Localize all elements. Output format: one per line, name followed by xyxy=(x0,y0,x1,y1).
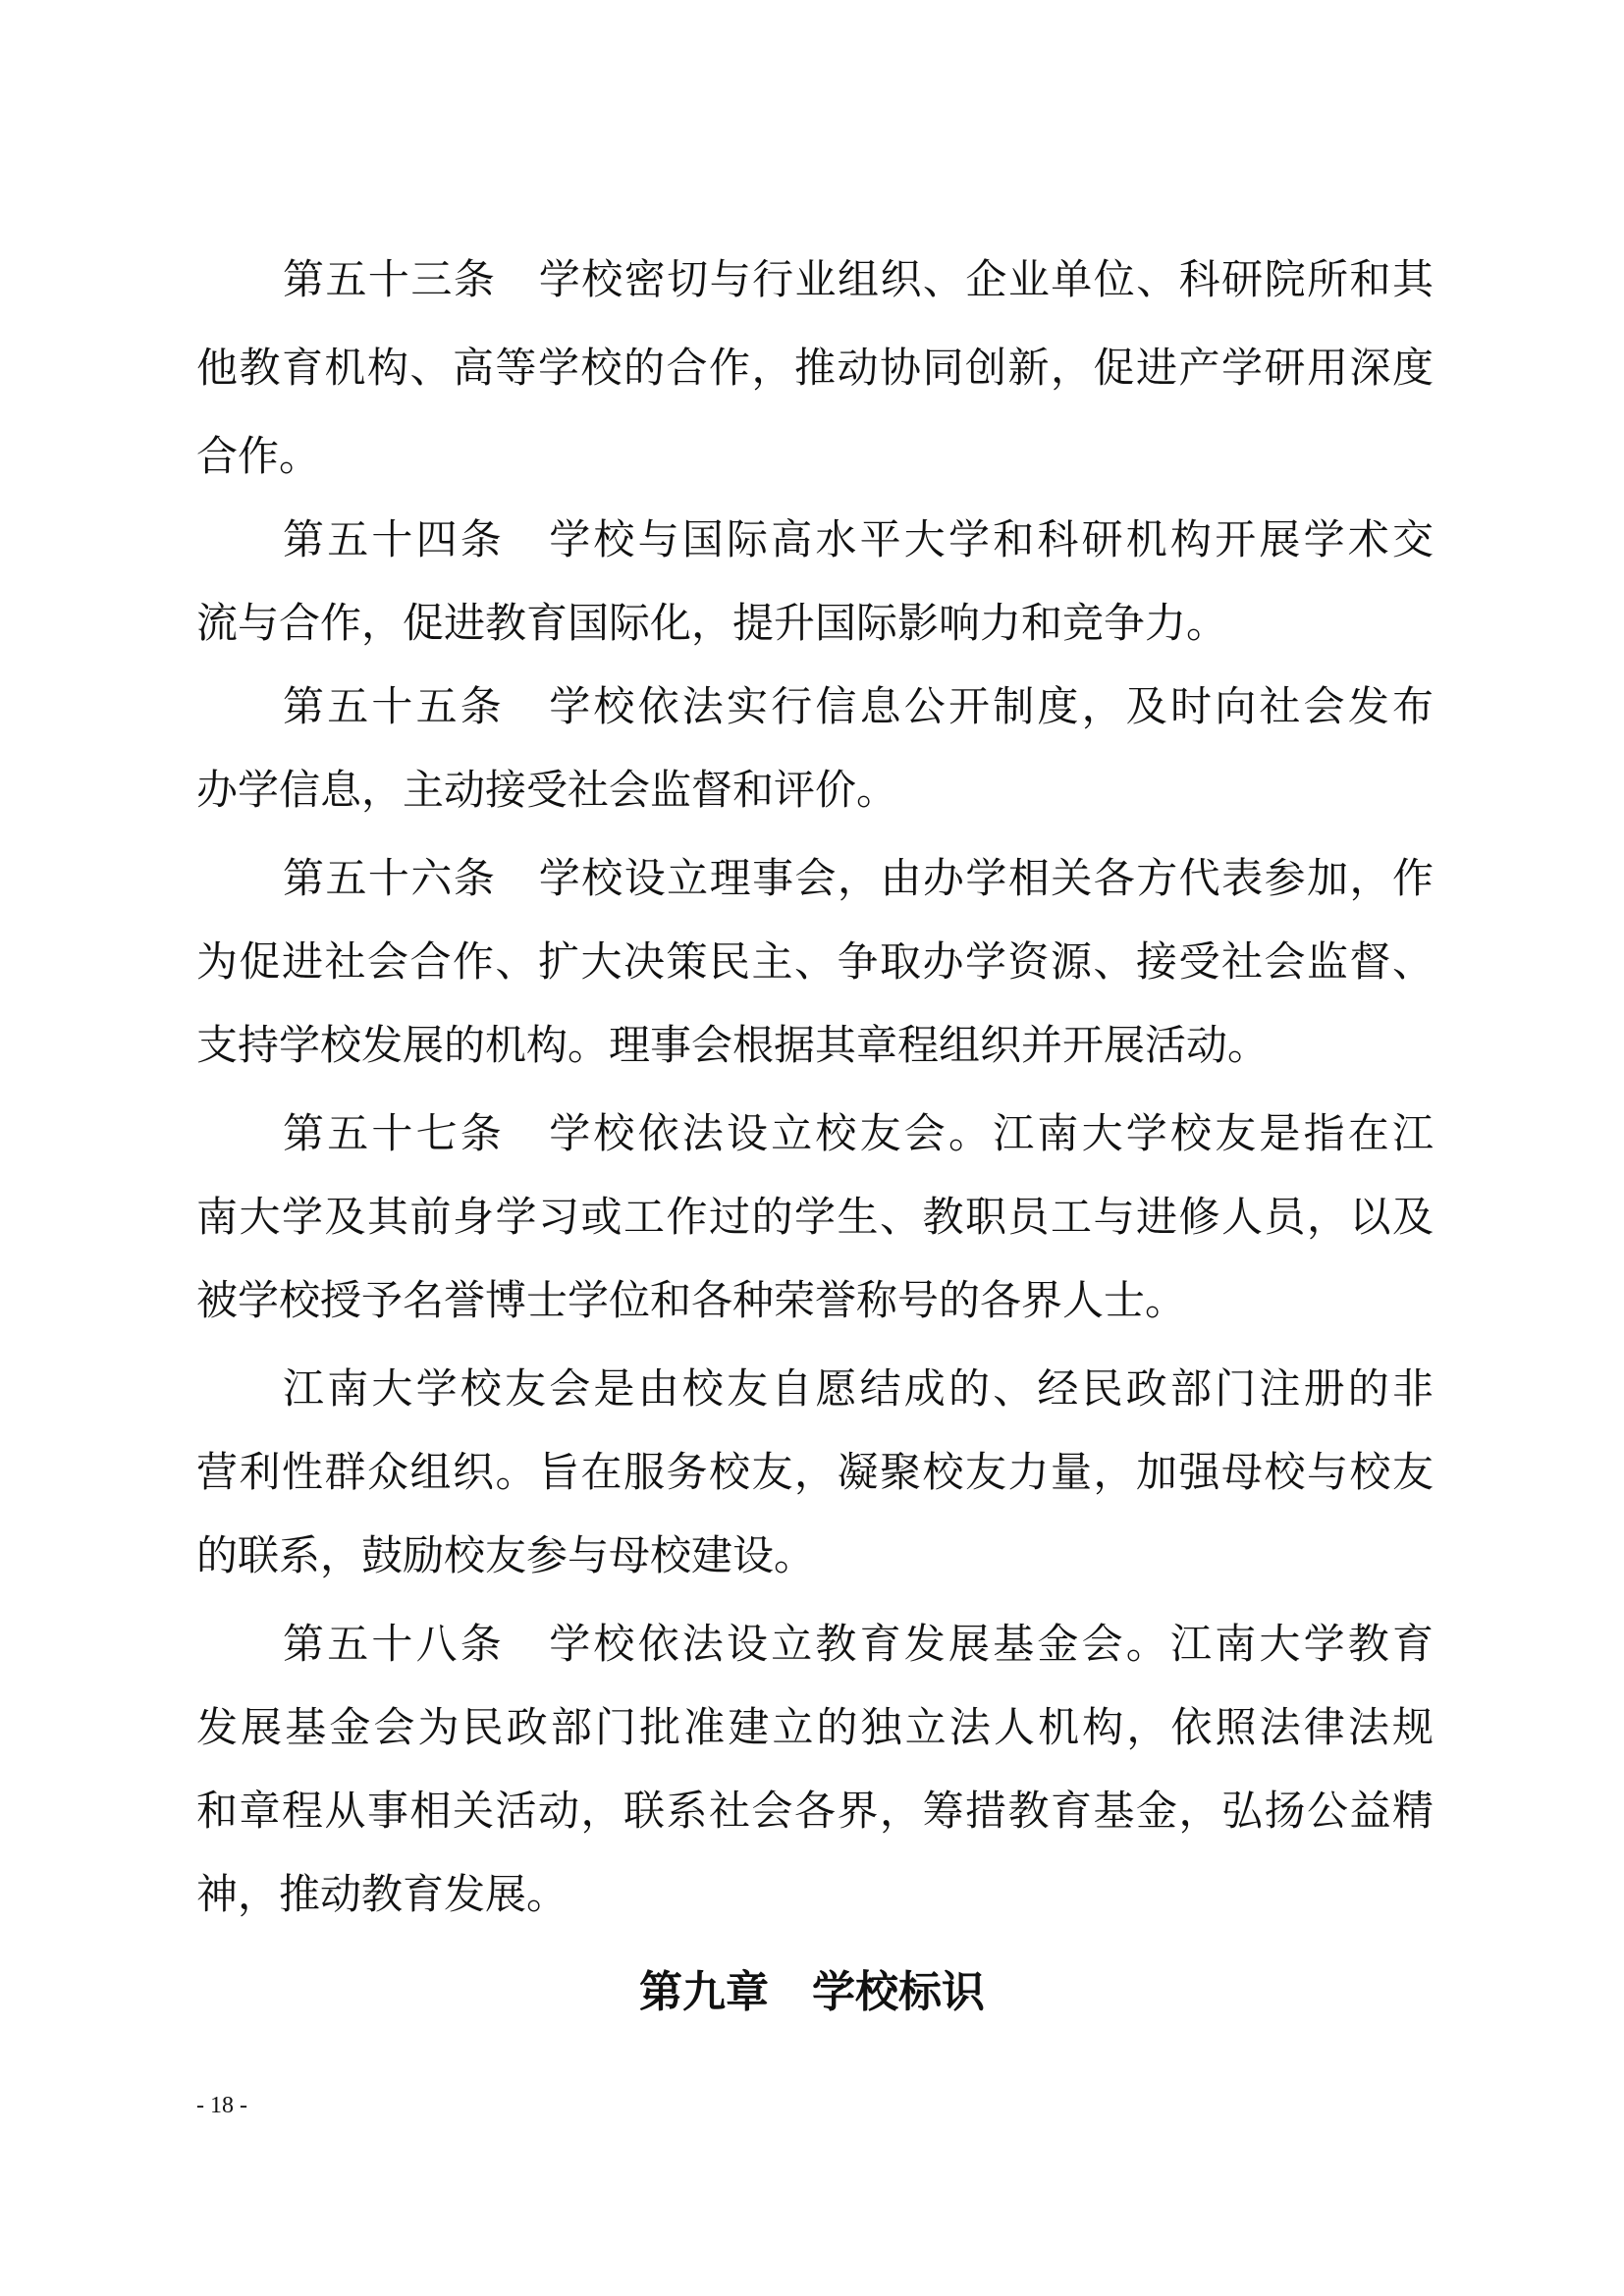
paragraph-line: 流与合作，促进教育国际化，提升国际影响力和竞争力。 xyxy=(196,599,1228,647)
paragraph-line: 第五十三条 学校密切与行业组织、企业单位、科研院所和其 xyxy=(283,255,1434,303)
chapter-number: 第九章 xyxy=(639,1967,769,2017)
paragraph-line: 第五十五条 学校依法实行信息公开制度，及时向社会发布 xyxy=(283,682,1434,730)
paragraph-line: 第五十四条 学校与国际高水平大学和科研机构开展学术交 xyxy=(283,515,1434,563)
paragraph-line: 南大学及其前身学习或工作过的学生、教职员工与进修人员，以及 xyxy=(196,1193,1434,1241)
chapter-heading xyxy=(0,1958,1624,2027)
paragraph-line: 营利性群众组织。旨在服务校友，凝聚校友力量，加强母校与校友 xyxy=(196,1448,1434,1496)
paragraph-line: 为促进社会合作、扩大决策民主、争取办学资源、接受社会监督、 xyxy=(196,937,1434,986)
paragraph-line: 第五十八条 学校依法设立教育发展基金会。江南大学教育 xyxy=(283,1620,1434,1668)
paragraph-line: 办学信息，主动接受社会监督和评价。 xyxy=(196,766,898,814)
paragraph-line: 合作。 xyxy=(196,432,321,480)
page-number: - 18 - xyxy=(196,2093,247,2118)
paragraph-line: 第五十六条 学校设立理事会，由办学相关各方代表参加，作 xyxy=(283,854,1434,902)
paragraph-line: 第五十七条 学校依法设立校友会。江南大学校友是指在江 xyxy=(283,1109,1434,1157)
paragraph-line: 的联系，鼓励校友参与母校建设。 xyxy=(196,1531,816,1579)
paragraph-line: 江南大学校友会是由校友自愿结成的、经民政部门注册的非 xyxy=(283,1364,1434,1413)
paragraph-line: 神，推动教育发展。 xyxy=(196,1870,568,1918)
paragraph-line: 支持学校发展的机构。理事会根据其章程组织并开展活动。 xyxy=(196,1021,1270,1069)
paragraph-line: 和章程从事相关活动，联系社会各界，筹措教育基金，弘扬公益精 xyxy=(196,1787,1434,1835)
paragraph-line: 被学校授予名誉博士学位和各种荣誉称号的各界人士。 xyxy=(196,1276,1187,1324)
paragraph-line: 他教育机构、高等学校的合作，推动协同创新，促进产学研用深度 xyxy=(196,344,1434,392)
paragraph-line: 发展基金会为民政部门批准建立的独立法人机构，依照法律法规 xyxy=(196,1703,1434,1751)
chapter-title: 学校标识 xyxy=(812,1967,985,2017)
